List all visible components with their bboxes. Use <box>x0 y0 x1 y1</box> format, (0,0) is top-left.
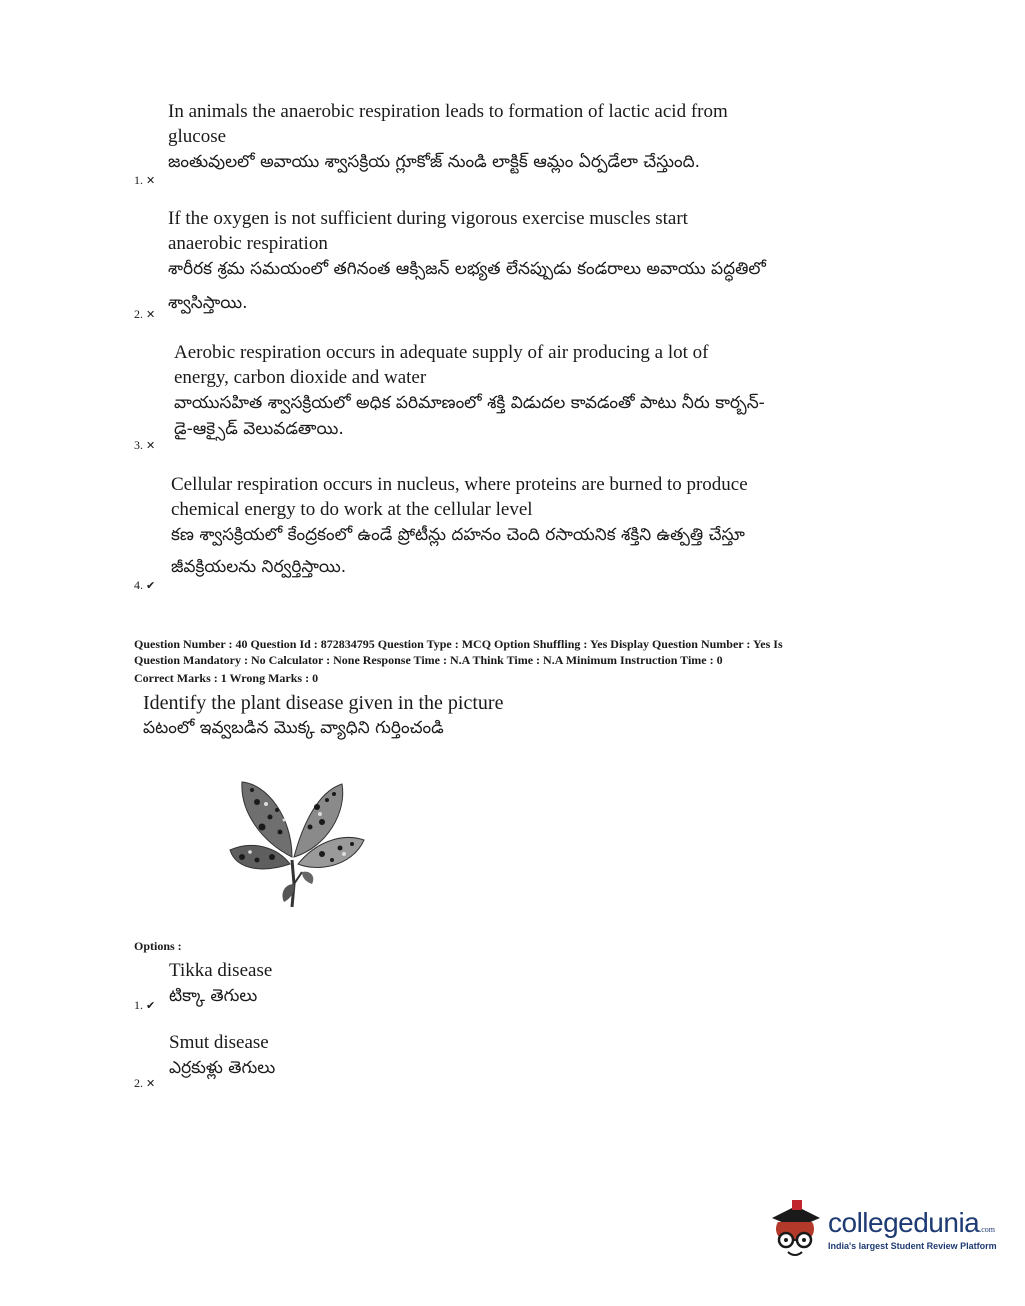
option-1-te: టిక్కా తెగులు <box>169 986 258 1006</box>
cross-icon: ✕ <box>146 440 156 452</box>
logo-name: collegedunia <box>828 1207 980 1238</box>
prev-option-3-en-line1: Aerobic respiration occurs in adequate supply of air producing a lot of <box>174 342 709 363</box>
prev-option-4-number <box>134 578 155 593</box>
check-icon: ✔ <box>146 1000 156 1012</box>
prev-option-3 <box>174 340 765 442</box>
plant-disease-image <box>222 772 372 917</box>
option-2-number <box>134 1076 155 1091</box>
option-2-en: Smut disease <box>169 1032 269 1053</box>
question-text-en: Identify the plant disease given in the picture <box>143 692 504 714</box>
prev-option-1 <box>168 99 728 175</box>
prev-option-4-en-line2: chemical energy to do work at the cellular level <box>171 499 533 520</box>
prev-option-4 <box>171 472 748 580</box>
option-2-te: ఎర్రకుళ్లు తెగులు <box>169 1058 276 1078</box>
option-number: 3. <box>134 438 143 452</box>
logo-tagline: India's largest Student Review Platform <box>828 1241 997 1251</box>
option-number: 2. <box>134 1076 143 1090</box>
prev-option-4-en-line1: Cellular respiration occurs in nucleus, where proteins are burned to produce <box>171 474 748 495</box>
prev-option-2-te-line2: శ్వాసిస్తాయి. <box>168 293 248 313</box>
prev-option-2 <box>168 206 766 316</box>
prev-option-1-te-line1: జంతువులలో అవాయు శ్వాసక్రియ గ్లూకోజ్ నుండి లాక్టిక్ ఆమ్లం ఏర్పడేలా చేస్తుంది. <box>168 152 701 172</box>
prev-option-4-te-line2: జీవక్రియలను నిర్వర్తిస్తాయి. <box>171 557 347 577</box>
prev-option-2-en-line1: If the oxygen is not sufficient during vigorous exercise muscles start <box>168 208 688 229</box>
options-label: Options : <box>134 939 182 953</box>
option-2 <box>169 1030 275 1081</box>
prev-option-3-en-line2: energy, carbon dioxide and water <box>174 367 427 388</box>
option-1-number <box>134 998 155 1013</box>
mascot-icon <box>766 1198 822 1260</box>
prev-option-1-en-line1: In animals the anaerobic respiration leads to formation of lactic acid from <box>168 101 728 122</box>
collegedunia-logo <box>766 1198 997 1260</box>
option-number: 2. <box>134 307 143 321</box>
cross-icon: ✕ <box>146 309 156 321</box>
cross-icon: ✕ <box>146 1078 156 1090</box>
logo-suffix: .com <box>979 1225 996 1234</box>
option-number: 1. <box>134 173 143 187</box>
option-1-en: Tikka disease <box>169 960 273 981</box>
prev-option-1-number <box>134 173 155 188</box>
prev-option-3-te-line1: వాయుసహిత శ్వాసక్రియలో అధిక పరిమాణంలో శక్తి విడుదల కావడంతో పాటు నీరు కార్బన్- <box>174 393 765 413</box>
prev-option-2-te-line1: శారీరక శ్రమ సమయంలో తగినంత ఆక్సిజన్ లభ్యత లేనప్పుడు కండరాలు అవాయు పద్ధతిలో <box>168 259 766 279</box>
prev-option-3-number <box>134 438 155 453</box>
option-number: 1. <box>134 998 143 1012</box>
prev-option-3-te-line2: డై-ఆక్సైడ్ వెలువడతాయి. <box>174 419 344 439</box>
prev-option-1-en-line2: glucose <box>168 126 227 147</box>
check-icon: ✔ <box>146 580 156 592</box>
meta-line-1: Question Number : 40 Question Id : 872834795 Question Type : MCQ Option Shuffling : Yes Display Question Number : Yes Is <box>134 637 783 651</box>
prev-option-2-en-line2: anaerobic respiration <box>168 233 328 254</box>
cross-icon: ✕ <box>146 175 156 187</box>
option-number: 4. <box>134 578 143 592</box>
option-1 <box>169 958 272 1009</box>
prev-option-4-te-line1: కణ శ్వాసక్రియలో కేంద్రకంలో ఉండే ప్రోటీన్లు దహనం చెంది రసాయనిక శక్తిని ఉత్పత్తి చేస్తూ <box>171 525 745 545</box>
meta-line-2: Question Mandatory : No Calculator : None Response Time : N.A Think Time : N.A Minimum Instruction Time : 0 <box>134 653 723 667</box>
question-text-te: పటంలో ఇవ్వబడిన మొక్క వ్యాధిని గుర్తించండి <box>143 718 444 738</box>
prev-option-2-number <box>134 307 155 322</box>
question-meta <box>134 636 894 686</box>
meta-line-3: Correct Marks : 1 Wrong Marks : 0 <box>134 671 319 685</box>
